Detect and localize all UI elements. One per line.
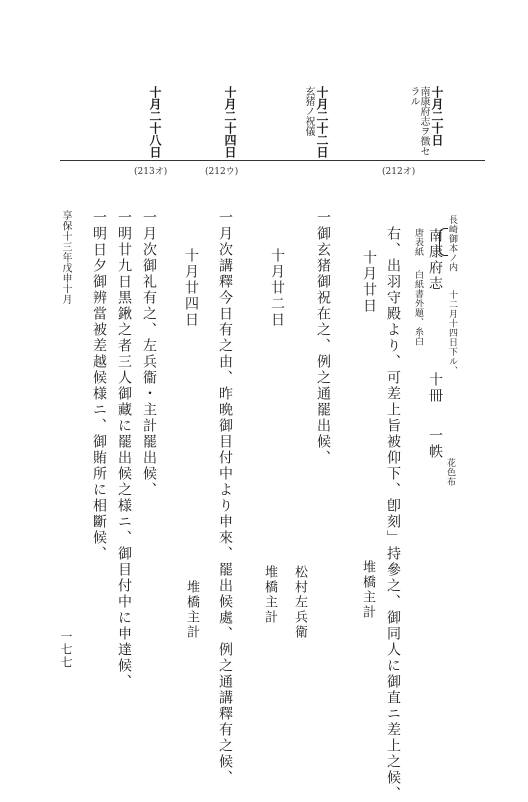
entry1-note-date: 十二月十四日下ル、 [447, 290, 457, 376]
header-date-1028: 十月二十八日 [148, 86, 162, 158]
entry4-line3: 一明日夕御辨當被差越候様ニ、御賄所に相斷候、 [91, 210, 107, 562]
entry3-signer: 堆橋主計 [184, 580, 199, 640]
entry1-paper-note: 唐表紙 [413, 228, 423, 257]
header-divider [60, 160, 485, 161]
entry1-wrap: 一帙 [427, 428, 443, 460]
header-date-1022: 十月二十二日 [315, 86, 329, 158]
header-date-1024: 十月二十四日 [223, 86, 237, 158]
entry1-book-title: 南康府志 [427, 228, 443, 292]
entry4-line1: 一月次御礼有之、左兵衞・主計罷出候、 [141, 210, 157, 498]
entry1-main-text: 右、出羽守殿より、可差上旨被仰下、卽刻」持參之、御同人に御直ニ差上之候、 [385, 226, 401, 802]
entry2-signer-matsumura: 松村左兵衛 [292, 565, 307, 640]
entry2-signer-tsuihashi: 堆橋主計 [262, 565, 277, 625]
entry2-main-text: 一御玄猪御祝在之、例之通罷出候、 [315, 210, 331, 466]
page-number: 一七七 [59, 630, 73, 669]
entry1-note-top: 長崎御本ノ内 [447, 215, 457, 272]
entry1-paper-note2: 白紙書外題、糸白 [413, 270, 423, 346]
entry3-date: 十月廿四日 [183, 248, 199, 328]
entry1-signer: 堆橋主計 [360, 560, 375, 620]
folio-ref-212u: (212ウ) [205, 167, 239, 177]
entry4-line2: 一明廿九日黒鍬之者三人御藏に罷出候之様ニ、御目付中に申達候、 [116, 210, 132, 690]
header-note-genchoshugi: 玄猪ノ祝儀 [303, 86, 314, 136]
entry1-wrap-note: 花色布 [445, 458, 455, 487]
entry1-date: 十月廿日 [361, 250, 377, 314]
folio-ref-213o: (213オ) [134, 167, 168, 177]
entry3-main-text: 一月次講釋今日有之由、昨晩御目付中より申來、罷出候處、例之通講釋有之候、 [217, 210, 233, 786]
header-date-1020: 十月二十日 [430, 86, 444, 146]
entry1-book-count: 十冊 [427, 372, 443, 404]
header-note-nankofushi: 南康府志ヲ徴セラル [408, 86, 429, 156]
running-head-year: 享保十三年戊申十月 [60, 210, 71, 305]
folio-ref-212o: (212オ) [382, 167, 416, 177]
entry2-date: 十月廿二日 [269, 248, 285, 328]
